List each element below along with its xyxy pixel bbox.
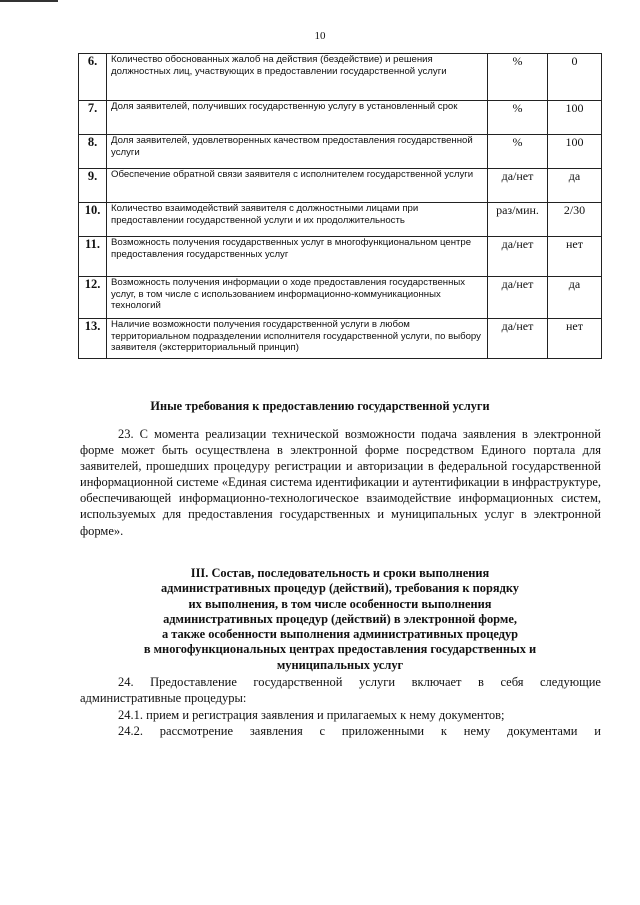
paragraph-23: 23. С момента реализации технической возможности подача заявления в электронной форме может быть осуществлена в электронной форме посредством Единого портала для заявителей, прошедших процедуру регистрации и авторизации в федеральной государственной информационной системе «Единая система идентификации и аутентификации в инфраструктуре, обеспечивающей информационно-технологическое взаимодействие информационных систем, используемых для предоставления государственных и муниципальных услуг в электронной форме». bbox=[80, 427, 601, 538]
section-3-title-line: муниципальных услуг bbox=[276, 657, 404, 672]
row-description: Количество взаимодействий заявителя с должностными лицами при предоставлении государственной услуги и их продолжительность bbox=[107, 203, 488, 237]
table-row bbox=[79, 277, 602, 319]
row-description: Доля заявителей, удовлетворенных качеством предоставления государственной услуги bbox=[107, 135, 488, 169]
row-number: 8. bbox=[79, 135, 107, 169]
row-value: 0 bbox=[548, 54, 602, 101]
row-value: 2/30 bbox=[548, 203, 602, 237]
heading-other-requirements: Иные требования к предоставлению государственной услуги bbox=[150, 399, 490, 413]
table-row bbox=[79, 319, 602, 359]
row-unit: % bbox=[488, 101, 548, 135]
indicators-table bbox=[78, 53, 602, 359]
section-3-title-line: административных процедур (действий), требования к порядку bbox=[160, 581, 519, 596]
row-unit: да/нет bbox=[488, 277, 548, 319]
table-row bbox=[79, 169, 602, 203]
row-value: да bbox=[548, 277, 602, 319]
row-number: 10. bbox=[79, 203, 107, 237]
table-row bbox=[79, 237, 602, 277]
row-value: нет bbox=[548, 237, 602, 277]
section-3-title-line: а также особенности выполнения административных процедур bbox=[161, 627, 519, 642]
item-24-2: 24.2. рассмотрение заявления с приложенными к нему документами и bbox=[118, 724, 601, 738]
paragraph-24: 24. Предоставление государственной услуги включает в себя следующие административные процедуры: bbox=[80, 675, 601, 706]
row-description: Возможность получения государственных услуг в многофункциональном центре предоставления государственных услуг bbox=[107, 237, 488, 277]
row-number: 11. bbox=[79, 237, 107, 277]
table-row bbox=[79, 54, 602, 101]
row-unit: % bbox=[488, 54, 548, 101]
row-value: 100 bbox=[548, 101, 602, 135]
section-3-title-line: в многофункциональных центрах предоставления государственных и bbox=[143, 642, 537, 657]
section-3-title-line: административных процедур (действий) в электронной форме, bbox=[163, 611, 517, 626]
row-unit: раз/мин. bbox=[488, 203, 548, 237]
table-row bbox=[79, 135, 602, 169]
row-number: 13. bbox=[79, 319, 107, 359]
table-row bbox=[79, 101, 602, 135]
page-number: 10 bbox=[314, 30, 326, 42]
section-3-title-line: III. Состав, последовательность и сроки выполнения bbox=[190, 566, 490, 580]
row-description: Возможность получения информации о ходе предоставления государственных услуг, в том числе с использованием информационно-коммуникационных технологий bbox=[107, 277, 488, 319]
row-unit: да/нет bbox=[488, 237, 548, 277]
row-number: 6. bbox=[79, 54, 107, 101]
section-3-title bbox=[90, 566, 590, 673]
row-description: Доля заявителей, получивших государственную услугу в установленный срок bbox=[107, 101, 488, 135]
row-value: да bbox=[548, 169, 602, 203]
section-3-title-line: их выполнения, в том числе особенности выполнения bbox=[188, 596, 492, 611]
row-unit: да/нет bbox=[488, 169, 548, 203]
row-unit: да/нет bbox=[488, 319, 548, 359]
row-number: 9. bbox=[79, 169, 107, 203]
row-number: 7. bbox=[79, 101, 107, 135]
scan-edge-mark bbox=[0, 0, 58, 2]
item-24-1: 24.1. прием и регистрация заявления и прилагаемых к нему документов; bbox=[118, 708, 505, 722]
table-row bbox=[79, 203, 602, 237]
row-unit: % bbox=[488, 135, 548, 169]
row-value: нет bbox=[548, 319, 602, 359]
row-description: Наличие возможности получения государственной услуги в любом территориальном подразделении исполнителя государственной услуги, по выбору заявителя (экстерриториальный принцип) bbox=[107, 319, 488, 359]
row-description: Обеспечение обратной связи заявителя с исполнителем государственной услуги bbox=[107, 169, 488, 203]
row-value: 100 bbox=[548, 135, 602, 169]
row-number: 12. bbox=[79, 277, 107, 319]
row-description: Количество обоснованных жалоб на действия (бездействие) и решения должностных лиц, участвующих в предоставлении государственной услуги bbox=[107, 54, 488, 101]
